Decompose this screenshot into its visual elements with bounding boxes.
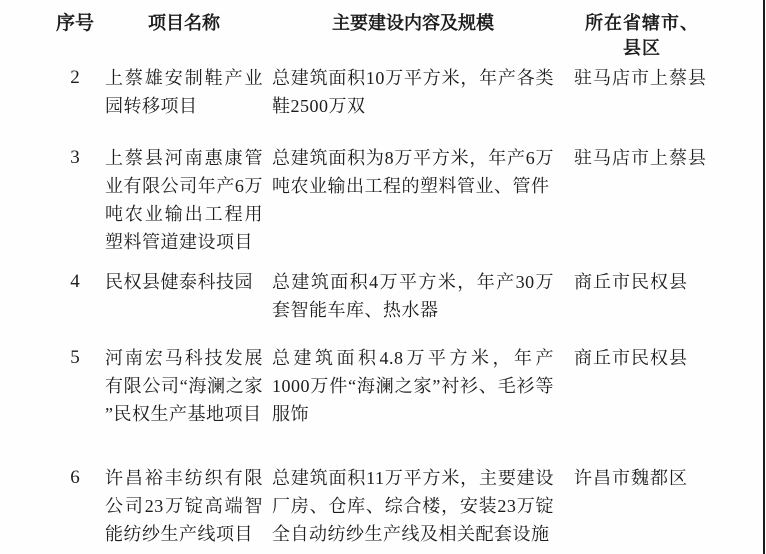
header-cell-description: 主要建设内容及规模 [332, 13, 494, 33]
text-line: 业有限公司年产6万 [105, 176, 263, 196]
cell-description [272, 268, 554, 324]
text-line: 公司23万锭高端智 [105, 496, 263, 516]
text-line: 总建筑面积10万平方米，年产各类 [272, 68, 554, 88]
cell-row-number: 2 [70, 67, 80, 88]
text-line: 1000万件“海澜之家”衬衫、毛衫等 [272, 376, 554, 396]
cell-project-name [105, 268, 263, 324]
table-header-row [0, 11, 740, 61]
cell-row-number: 3 [70, 147, 80, 168]
cell-project-name [105, 344, 263, 428]
cell-location: 商丘市民权县 [574, 272, 688, 292]
text-line: 厂房、仓库、综合楼，安装23万锭 [272, 496, 554, 516]
cell-row-number: 4 [70, 271, 80, 292]
text-line: 吨农业输出工程用 [105, 204, 263, 224]
text-line: 塑料管道建设项目 [105, 232, 253, 252]
header-cell-project-name: 项目名称 [148, 13, 220, 33]
cell-location: 商丘市民权县 [574, 348, 688, 368]
header-cell-location [574, 11, 710, 61]
table-row [0, 268, 740, 324]
text-line: 园转移项目 [105, 96, 198, 116]
text-line: 许昌裕丰纺织有限 [105, 468, 263, 488]
text-line: 鞋2500万双 [272, 96, 366, 116]
cell-project-name [105, 144, 263, 256]
text-line: 能纺纱生产线项目 [105, 524, 253, 544]
text-line: 全自动纺纱生产线及相关配套设施 [272, 524, 550, 544]
text-line: 吨农业输出工程的塑料管业、管件 [272, 176, 550, 196]
text-line: 服饰 [272, 404, 309, 424]
table-row [0, 464, 740, 548]
cell-description [272, 344, 554, 428]
text-line: 所在省辖市、 [585, 13, 699, 33]
cell-row-number: 6 [70, 467, 80, 488]
table-row [0, 144, 740, 256]
text-line: 上蔡县河南惠康管 [105, 148, 263, 168]
text-line: 上蔡雄安制鞋产业 [105, 68, 263, 88]
text-line: 套智能车库、热水器 [272, 300, 439, 320]
cell-description [272, 144, 554, 256]
cell-location: 许昌市魏都区 [574, 468, 688, 488]
text-line: 总建筑面积4万平方米，年产30万 [272, 272, 554, 292]
table-row [0, 344, 740, 428]
cell-location: 驻马店市上蔡县 [574, 148, 707, 168]
cell-description [272, 64, 554, 120]
text-line: ”民权生产基地项目 [105, 404, 262, 424]
cell-project-name [105, 64, 263, 120]
page-right-border-line [763, 0, 765, 554]
text-line: 县区 [623, 38, 661, 58]
cell-description [272, 464, 554, 548]
cell-project-name [105, 464, 263, 548]
cell-row-number: 5 [70, 347, 80, 368]
text-line: 总建筑面积为8万平方米，年产6万 [272, 148, 554, 168]
text-line: 河南宏马科技发展 [105, 348, 263, 368]
text-line: 民权县健泰科技园 [105, 272, 253, 292]
text-line: 有限公司“海澜之家 [105, 376, 263, 396]
table-row [0, 64, 740, 120]
text-line: 总建筑面积11万平方米，主要建设 [272, 468, 554, 488]
header-cell-no: 序号 [55, 13, 94, 34]
text-line: 总建筑面积4.8万平方米，年产 [272, 348, 554, 368]
cell-location: 驻马店市上蔡县 [574, 68, 707, 88]
